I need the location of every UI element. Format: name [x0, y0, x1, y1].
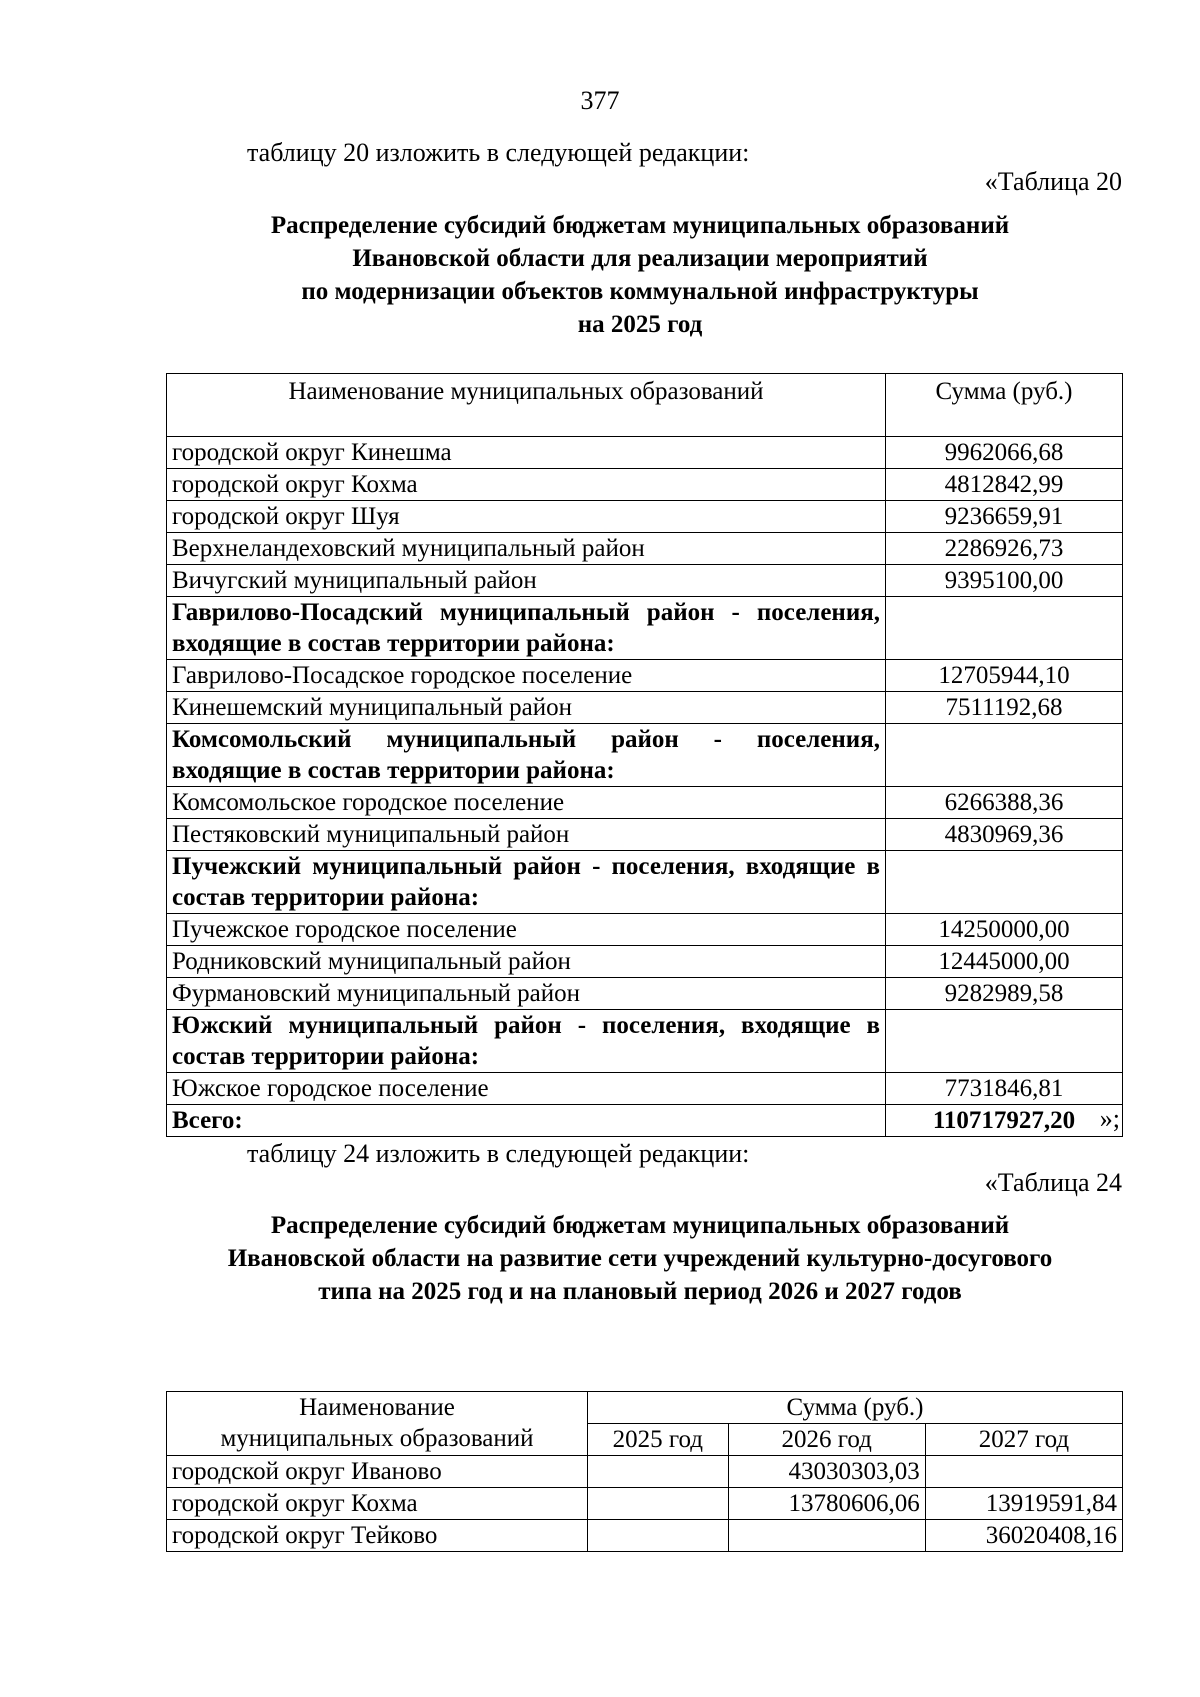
subsidy-amount [886, 1010, 1123, 1073]
table-row [167, 914, 1123, 946]
column-header-name: Наименование муниципальных образований [167, 374, 886, 437]
subsidy-amount: 7731846,81 [886, 1073, 1123, 1105]
column-header-name-line: муниципальных образований [220, 1425, 534, 1452]
subsidy-amount: 7511192,68 [886, 692, 1123, 724]
table20-header-row [167, 374, 1123, 437]
subsidy-amount: 12705944,10 [886, 660, 1123, 692]
table-total-row [167, 1105, 1123, 1137]
table-row [167, 787, 1123, 819]
column-header-year: 2026 год [728, 1424, 925, 1456]
subsidy-amount: 9282989,58 [886, 978, 1123, 1010]
closing-quote: »; [1099, 1104, 1120, 1133]
municipality-name: городской округ Шуя [167, 501, 886, 533]
municipality-name: Южское городское поселение [167, 1073, 886, 1105]
table20-heading-line: Ивановской области для реализации мероприятий [352, 245, 928, 272]
municipality-name: Вичугский муниципальный район [167, 565, 886, 597]
subsidy-amount: 13919591,84 [925, 1488, 1122, 1520]
municipality-name: Пучежское городское поселение [167, 914, 886, 946]
subsidy-amount [925, 1456, 1122, 1488]
subsidy-amount [588, 1520, 729, 1552]
table20-heading-line: на 2025 год [577, 311, 703, 338]
column-header-name-line: Наименование [299, 1394, 455, 1421]
table20 [166, 373, 1123, 1137]
table-row [167, 1073, 1123, 1105]
municipality-name: городской округ Кохма [167, 469, 886, 501]
column-header-sum: Сумма (руб.) [886, 374, 1123, 437]
table-row [167, 978, 1123, 1010]
subsidy-amount: 9395100,00 [886, 565, 1123, 597]
table-row [167, 946, 1123, 978]
subsidy-amount [886, 724, 1123, 787]
page-number: 377 [580, 86, 620, 115]
municipality-name: городской округ Кохма [167, 1488, 588, 1520]
subsidy-amount: 2286926,73 [886, 533, 1123, 565]
municipality-name: Пестяковский муниципальный район [167, 819, 886, 851]
table24-header-row [167, 1392, 1123, 1424]
table-row [167, 1520, 1123, 1552]
municipality-name: Комсомольский муниципальный район - поселения, входящие в состав территории района: [167, 724, 886, 787]
table20-heading-line: Распределение субсидий бюджетам муниципальных образований [270, 212, 1010, 239]
subsidy-amount: 9962066,68 [886, 437, 1123, 469]
subsidy-amount: 36020408,16 [925, 1520, 1122, 1552]
table24 [166, 1391, 1123, 1552]
municipality-name: Верхнеландеховский муниципальный район [167, 533, 886, 565]
table-row [167, 660, 1123, 692]
municipality-name: Пучежский муниципальный район - поселения, входящие в состав территории района: [167, 851, 886, 914]
table-group-row [167, 597, 1123, 660]
table-group-row [167, 851, 1123, 914]
total-label: Всего: [167, 1105, 886, 1137]
subsidy-amount: 9236659,91 [886, 501, 1123, 533]
table-row [167, 819, 1123, 851]
table20-intro: таблицу 20 изложить в следующей редакции: [247, 138, 750, 167]
table-row [167, 501, 1123, 533]
column-header-name [167, 1392, 588, 1456]
column-header-year: 2025 год [588, 1424, 729, 1456]
subsidy-amount [588, 1456, 729, 1488]
subsidy-amount: 13780606,06 [728, 1488, 925, 1520]
municipality-name: Южский муниципальный район - поселения, входящие в состав территории района: [167, 1010, 886, 1073]
municipality-name: Кинешемский муниципальный район [167, 692, 886, 724]
subsidy-amount [886, 851, 1123, 914]
municipality-name: Родниковский муниципальный район [167, 946, 886, 978]
subsidy-amount [886, 597, 1123, 660]
table-row [167, 1456, 1123, 1488]
municipality-name: городской округ Иваново [167, 1456, 588, 1488]
table24-heading [160, 1209, 1120, 1308]
subsidy-amount: 4812842,99 [886, 469, 1123, 501]
municipality-name: городской округ Тейково [167, 1520, 588, 1552]
municipality-name: Гаврилово-Посадское городское поселение [167, 660, 886, 692]
table-row [167, 533, 1123, 565]
total-amount: 110717927,20 [886, 1105, 1123, 1137]
table24-label: «Таблица 24 [984, 1168, 1122, 1197]
table-row [167, 565, 1123, 597]
table20-heading-line: по модернизации объектов коммунальной инфраструктуры [301, 278, 979, 305]
subsidy-amount: 43030303,03 [728, 1456, 925, 1488]
table20-heading [160, 209, 1120, 341]
subsidy-amount: 12445000,00 [886, 946, 1123, 978]
subsidy-amount: 4830969,36 [886, 819, 1123, 851]
subsidy-amount [588, 1488, 729, 1520]
subsidy-amount [728, 1520, 925, 1552]
table-group-row [167, 724, 1123, 787]
municipality-name: Комсомольское городское поселение [167, 787, 886, 819]
municipality-name: Гаврилово-Посадский муниципальный район - поселения, входящие в состав территории района: [167, 597, 886, 660]
table24-heading-line: Ивановской области на развитие сети учреждений культурно-досугового [227, 1245, 1053, 1272]
table24-heading-line: типа на 2025 год и на плановый период 2026 и 2027 годов [318, 1278, 962, 1305]
column-header-sum: Сумма (руб.) [588, 1392, 1123, 1424]
table-group-row [167, 1010, 1123, 1073]
municipality-name: Фурмановский муниципальный район [167, 978, 886, 1010]
subsidy-amount: 6266388,36 [886, 787, 1123, 819]
subsidy-amount: 14250000,00 [886, 914, 1123, 946]
table24-heading-line: Распределение субсидий бюджетам муниципальных образований [270, 1212, 1010, 1239]
table24-intro: таблицу 24 изложить в следующей редакции: [247, 1139, 750, 1168]
table-row [167, 1488, 1123, 1520]
table-row [167, 437, 1123, 469]
municipality-name: городской округ Кинешма [167, 437, 886, 469]
column-header-year: 2027 год [925, 1424, 1122, 1456]
table20-label: «Таблица 20 [984, 167, 1122, 196]
table-row [167, 469, 1123, 501]
table-row [167, 692, 1123, 724]
